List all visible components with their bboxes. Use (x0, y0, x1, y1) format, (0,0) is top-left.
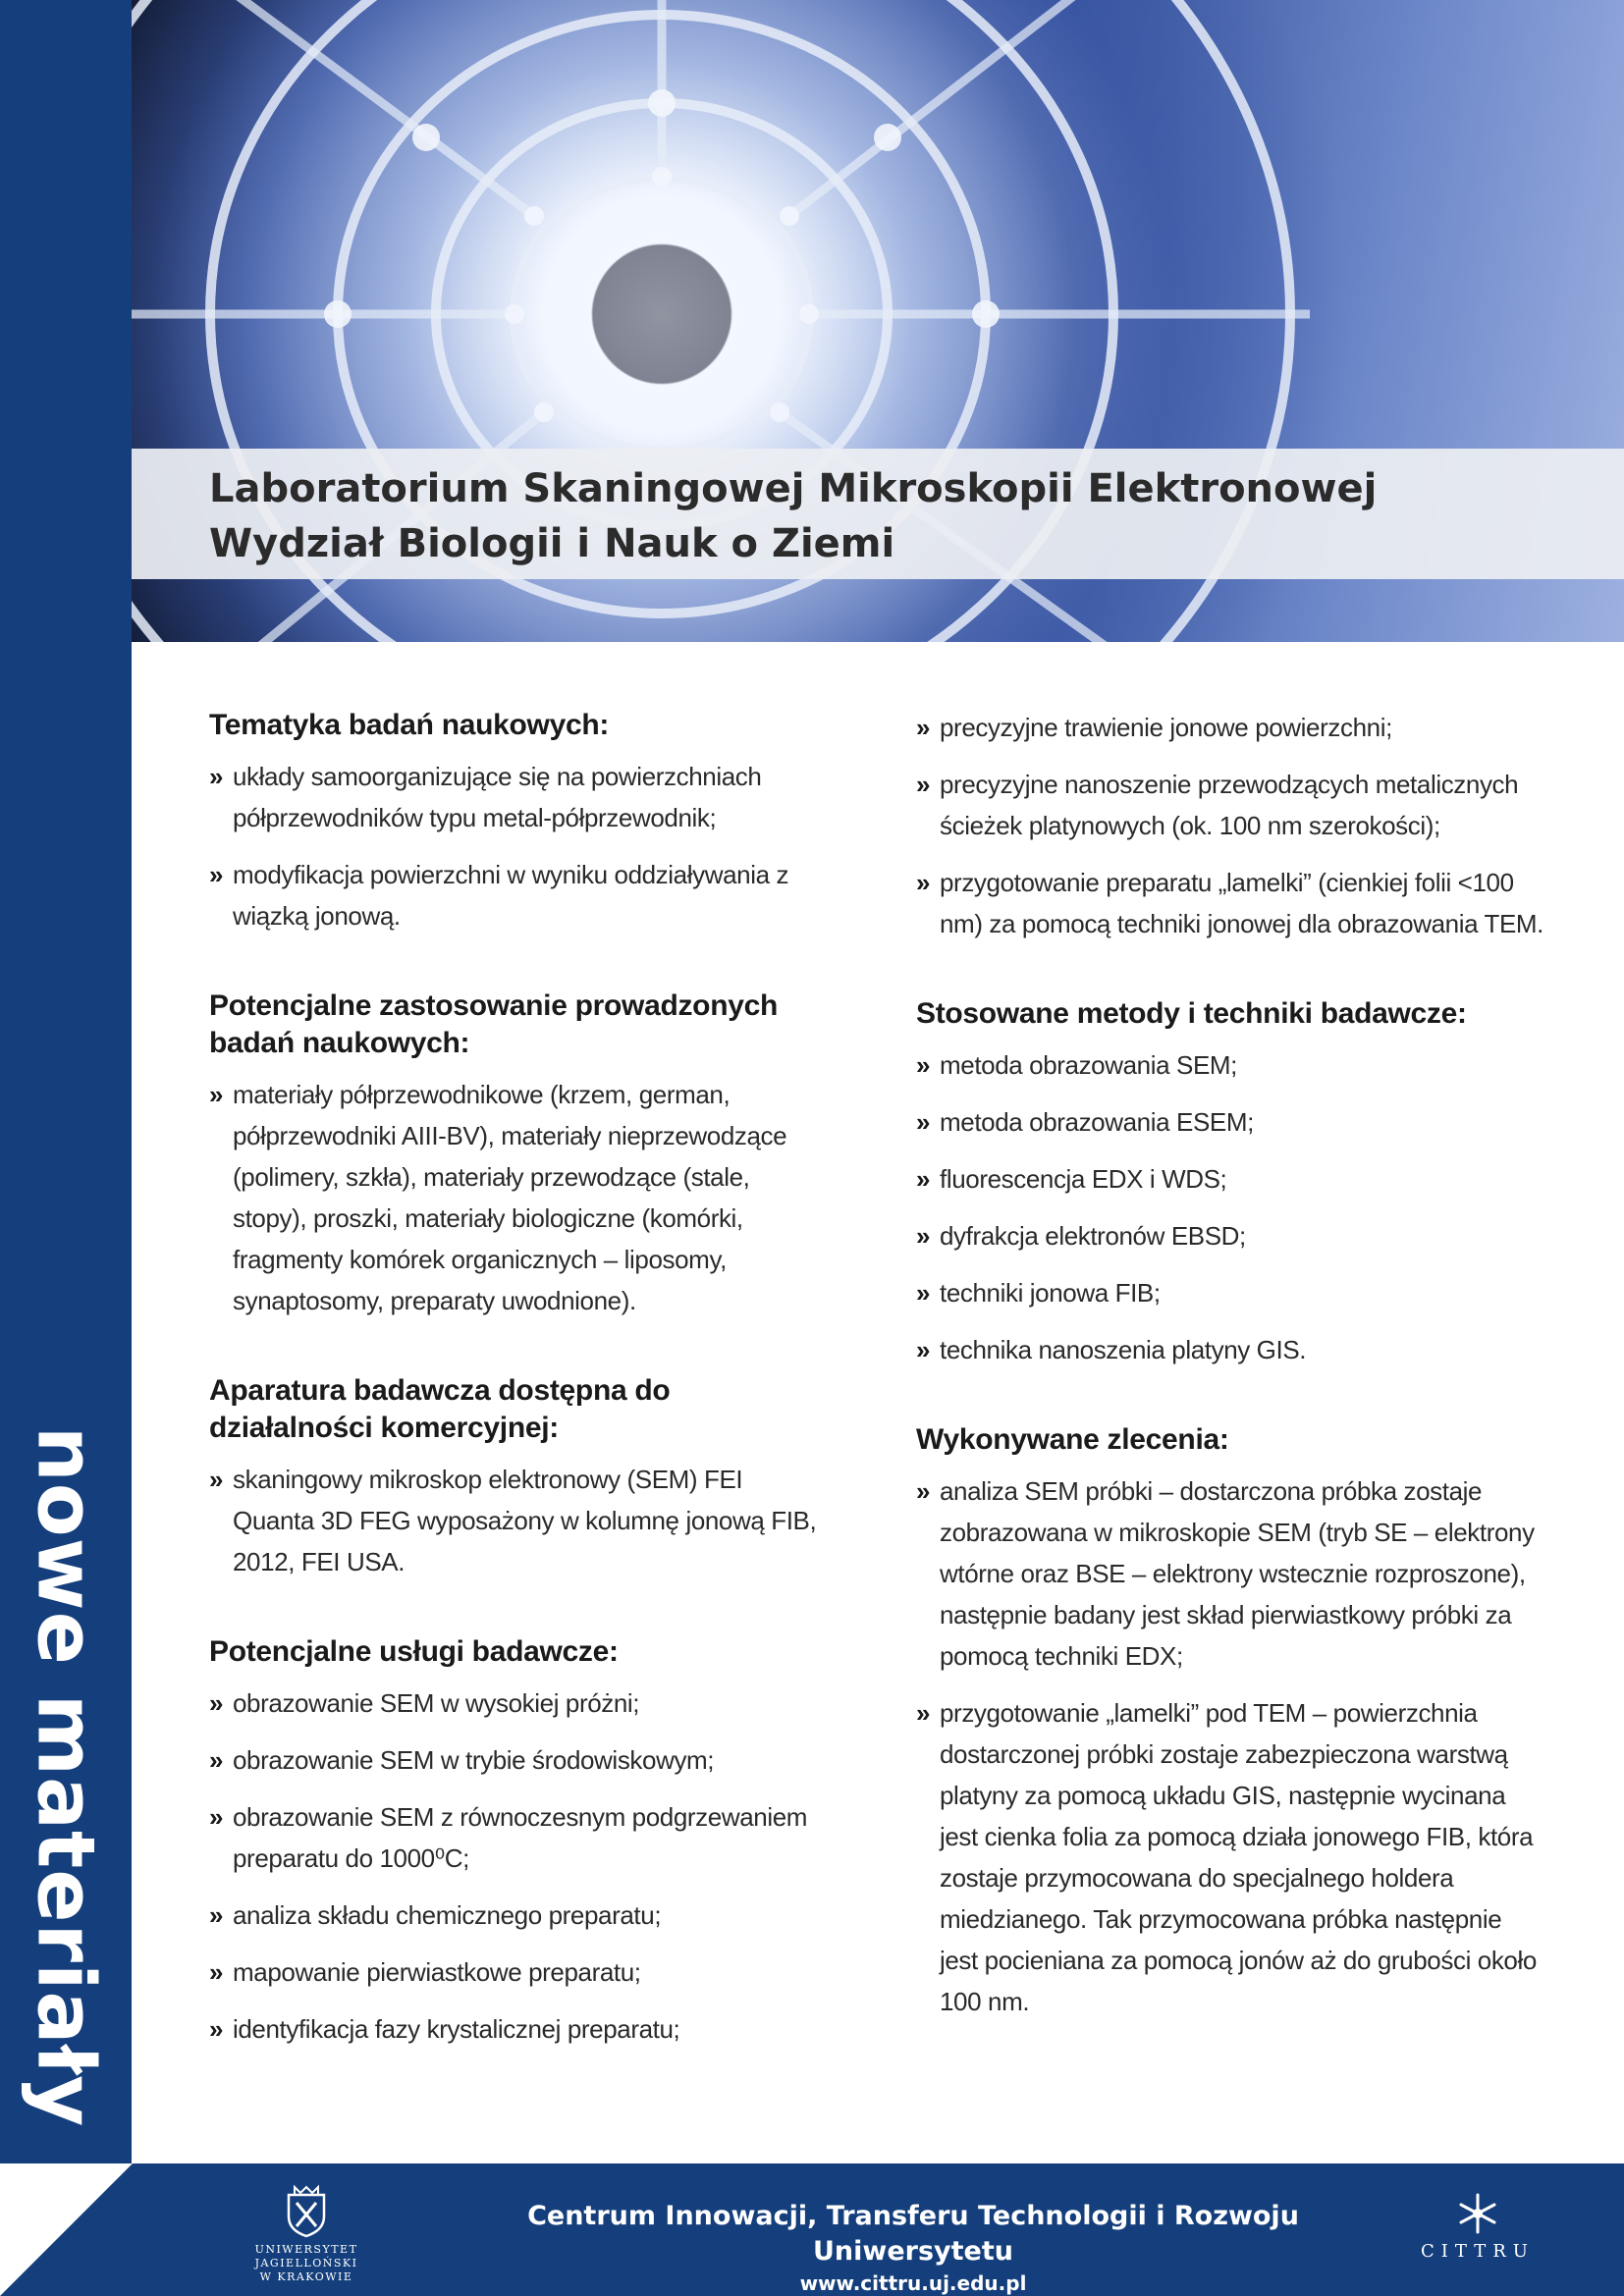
bullet-icon: » (209, 1957, 224, 1987)
section-research-topics (209, 707, 818, 936)
uj-logo (208, 2183, 405, 2284)
hero-banner (132, 0, 1624, 642)
footer-title: Centrum Innowacji, Transferu Technologii i Rozwoju Uniwersytetu (527, 2201, 1299, 2267)
bullet-icon: » (916, 1221, 931, 1251)
bullet-icon: » (916, 1335, 931, 1364)
side-label: nowe materiały (20, 1425, 112, 2128)
bullet-icon: » (916, 770, 931, 799)
bullet-icon: » (209, 1802, 224, 1832)
list-item: » mapowanie pierwiastkowe preparatu; (209, 1951, 818, 1993)
footer-url[interactable]: www.cittru.uj.edu.pl (799, 2271, 1027, 2295)
footer-corner (0, 2163, 133, 2296)
section-heading: Tematyka badań naukowych: (209, 709, 610, 741)
list-item: » metoda obrazowania SEM; (916, 1044, 1544, 1086)
side-band (0, 0, 132, 2296)
bullet-icon: » (209, 1745, 224, 1775)
section-services (209, 1633, 818, 2050)
list-item: » przygotowanie „lamelki” pod TEM – powierzchnia dostarczonej próbki zostaje zabezpieczona warstwą platyny za pomocą układu GIS, następnie wycinana jest cienka folia za pomocą działa jonowego FIB, która zostaje przymocowana do specjalnego holdera miedzianego. Tak przymocowana próbka następnie jest pocieniana za pomocą jonów aż do grubości około 100 nm. (916, 1692, 1544, 2022)
title-line-1: Laboratorium Skaningowej Mikroskopii Elektronowej (209, 466, 1378, 511)
bullet-icon: » (916, 1050, 931, 1080)
section-methods (916, 995, 1544, 1370)
bullet-icon: » (916, 1107, 931, 1137)
section-orders (916, 1421, 1544, 2022)
bullet-icon: » (209, 2014, 224, 2044)
list-item: » analiza SEM próbki – dostarczona próbka zostaje zobrazowana w mikroskopie SEM (tryb SE – elektrony wtórne oraz BSE – elektrony wstecznie rozproszone), następnie badany jest skład pierwiastkowy próbki za pomocą techniki EDX; (916, 1470, 1544, 1677)
list-item: » materiały półprzewodnikowe (krzem, german, półprzewodniki AIII-BV), materiały nieprzewodzące (polimery, szkła), materiały przewodzące (stale, stopy), proszki, materiały biologiczne (komórki, fragmenty komórek organicznych – liposomy, synaptosomy, preparaty uwodnione). (209, 1074, 818, 1321)
left-column (209, 707, 818, 2101)
list-item: » układy samoorganizujące się na powierzchniach półprzewodników typu metal-półprzewodnik; (209, 756, 818, 838)
list-item: » skaningowy mikroskop elektronowy (SEM) FEI Quanta 3D FEG wyposażony w kolumnę jonową FIB, 2012, FEI USA. (209, 1459, 818, 1582)
page-title (209, 461, 1377, 571)
list-item: » analiza składu chemicznego preparatu; (209, 1895, 818, 1936)
list-item: » precyzyjne nanoszenie przewodzących metalicznych ścieżek platynowych (ok. 100 nm szerokości); (916, 764, 1544, 846)
list-item: » metoda obrazowania ESEM; (916, 1101, 1544, 1143)
list-item: » precyzyjne trawienie jonowe powierzchni; (916, 707, 1544, 748)
list-item: » identyfikacja fazy krystalicznej preparatu; (209, 2008, 818, 2050)
right-column (916, 707, 1544, 2073)
uj-logo-line-1: UNIWERSYTET JAGIELLOŃSKI (254, 2243, 358, 2269)
bullet-icon: » (209, 1688, 224, 1718)
bullet-icon: » (916, 868, 931, 897)
section-equipment (209, 1372, 818, 1582)
section-heading: Potencjalne usługi badawcze: (209, 1635, 619, 1668)
title-line-2: Wydział Biologii i Nauk o Ziemi (209, 521, 895, 566)
list-item: » obrazowanie SEM w trybie środowiskowym; (209, 1739, 818, 1781)
uj-logo-line-2: W KRAKOWIE (259, 2270, 353, 2283)
section-heading: Wykonywane zlecenia: (916, 1423, 1229, 1456)
list-item: » dyfrakcja elektronów EBSD; (916, 1215, 1544, 1256)
bullet-icon: » (209, 860, 224, 889)
list-item: » obrazowanie SEM z równoczesnym podgrzewaniem preparatu do 1000⁰C; (209, 1796, 818, 1879)
bullet-icon: » (209, 762, 224, 791)
list-item: » fluorescencja EDX i WDS; (916, 1158, 1544, 1200)
footer (0, 2163, 1624, 2296)
bullet-icon: » (209, 1900, 224, 1930)
list-item: » technika nanoszenia platyny GIS. (916, 1329, 1544, 1370)
section-heading: Aparatura badawcza dostępna do działalności komercyjnej: (209, 1374, 671, 1444)
bullet-icon: » (916, 1698, 931, 1728)
list-item: » modyfikacja powierzchni w wyniku oddziaływania z wiązką jonową. (209, 854, 818, 936)
footer-center (520, 2199, 1306, 2296)
uj-crest-icon (285, 2183, 328, 2238)
cittru-logo-text: CITTRU (1421, 2241, 1535, 2262)
section-services-continued (916, 707, 1544, 944)
list-item: » obrazowanie SEM w wysokiej próżni; (209, 1682, 818, 1724)
bullet-icon: » (209, 1465, 224, 1494)
section-heading: Stosowane metody i techniki badawcze: (916, 997, 1467, 1030)
cittru-logo (1404, 2191, 1551, 2263)
list-item: » techniki jonowa FIB; (916, 1272, 1544, 1313)
bullet-icon: » (916, 1476, 931, 1506)
section-applications (209, 988, 818, 1321)
bullet-icon: » (916, 1164, 931, 1194)
bullet-icon: » (209, 1080, 224, 1109)
bullet-icon: » (916, 713, 931, 742)
bullet-icon: » (916, 1278, 931, 1308)
section-heading: Potencjalne zastosowanie prowadzonych badań naukowych: (209, 989, 779, 1059)
cittru-star-icon (1453, 2191, 1502, 2236)
list-item: » przygotowanie preparatu „lamelki” (cienkiej folii <100 nm) za pomocą techniki jonowej dla obrazowania TEM. (916, 862, 1544, 944)
